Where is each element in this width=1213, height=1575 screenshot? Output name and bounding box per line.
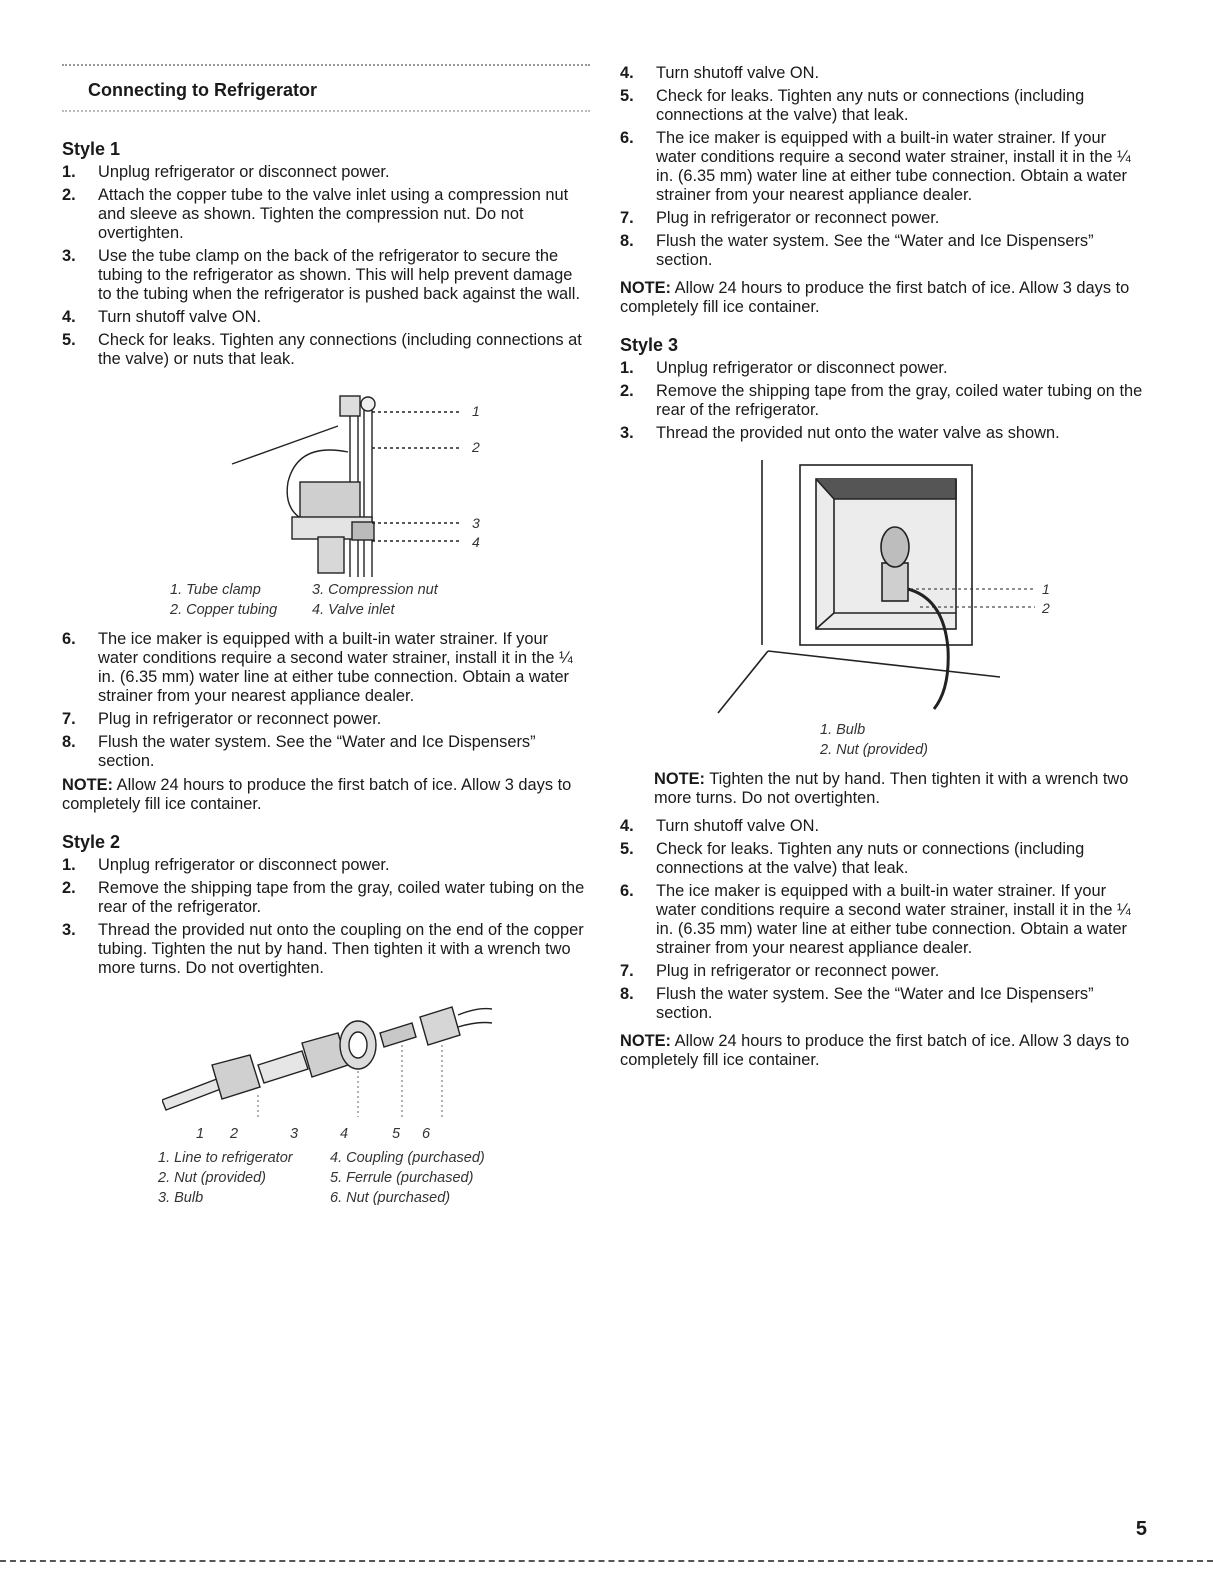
callout-2: 2 (472, 439, 480, 455)
step-text: The ice maker is equipped with a built-in water strainer. If your water conditions require a second water strainer, install it in the ¼ in. (6.35 mm) water line at either tube connection. Obtain a water strainer from your nearest appliance dealer. (656, 882, 1131, 957)
style3-valve-illustration (710, 455, 1060, 715)
caption: 6. Nut (purchased) (330, 1190, 451, 1206)
style1-valve-illustration (222, 392, 522, 577)
callout-2: 2 (1042, 600, 1050, 616)
step-text: Plug in refrigerator or reconnect power. (98, 710, 382, 728)
style3-heading: Style 3 (620, 335, 679, 355)
step (62, 856, 590, 875)
step (620, 87, 1148, 125)
style3-captions (820, 720, 928, 760)
style3-note (620, 1032, 1148, 1070)
note-label: NOTE: (62, 776, 113, 794)
step-text: Flush the water system. See the “Water and Ice Dispensers” section. (656, 232, 1094, 269)
step-text: Use the tube clamp on the back of the refrigerator to secure the tubing to the refrigerator as shown. This will help prevent damage to the tubing when the refrigerator is pushed back against the wall. (98, 247, 580, 303)
step (620, 882, 1148, 958)
step-text: Unplug refrigerator or disconnect power. (98, 856, 390, 874)
step-number: 2. (62, 879, 76, 897)
caption: 3. Compression nut (312, 582, 438, 598)
step-number: 6. (620, 882, 634, 900)
step (620, 232, 1148, 270)
style1-heading: Style 1 (62, 139, 121, 159)
style1-steps-b (62, 630, 590, 775)
caption: 4. Valve inlet (312, 602, 395, 618)
caption: 3. Bulb (158, 1190, 204, 1206)
step-number: 3. (62, 921, 76, 939)
note-label: NOTE: (620, 279, 671, 297)
step-number: 1. (62, 163, 76, 181)
step-text: Unplug refrigerator or disconnect power. (98, 163, 390, 181)
step-text: The ice maker is equipped with a built-in water strainer. If your water conditions require a second water strainer, install it in the ¼ in. (6.35 mm) water line at either tube connection. Obtain a water strainer from your nearest appliance dealer. (98, 630, 573, 705)
step-number: 4. (620, 817, 634, 835)
step-text: Check for leaks. Tighten any nuts or connections (including connections at the valve) that leak. (656, 87, 1085, 124)
callout-3: 3 (472, 515, 480, 531)
step (62, 879, 590, 917)
step-number: 3. (620, 424, 634, 442)
step (620, 424, 1148, 443)
style2-coupling-illustration (162, 995, 492, 1125)
style3-inline-note (654, 770, 1148, 808)
step-number: 1. (620, 359, 634, 377)
step-number: 8. (620, 232, 634, 250)
step-number: 8. (620, 985, 634, 1003)
callout-6: 6 (422, 1126, 431, 1142)
style2-note (620, 279, 1148, 317)
callout-2: 2 (230, 1126, 239, 1142)
step-number: 5. (62, 331, 76, 349)
callout-1: 1 (472, 403, 480, 419)
step (620, 382, 1148, 420)
step-number: 1. (62, 856, 76, 874)
step-number: 4. (620, 64, 634, 82)
step (620, 817, 1148, 836)
step (62, 163, 590, 182)
style1-captions-a (170, 580, 277, 620)
step (620, 985, 1148, 1023)
step-text: Plug in refrigerator or reconnect power. (656, 962, 940, 980)
step (62, 331, 590, 369)
note-text: Allow 24 hours to produce the first batch of ice. Allow 3 days to completely fill ice container. (620, 279, 1130, 316)
caption: 1. Tube clamp (170, 582, 261, 598)
step-number: 2. (620, 382, 634, 400)
callout-1: 1 (196, 1126, 205, 1142)
note-text: Allow 24 hours to produce the first batch of ice. Allow 3 days to completely fill ice container. (62, 776, 572, 813)
step-number: 3. (62, 247, 76, 265)
step-text: Turn shutoff valve ON. (98, 308, 262, 326)
caption: 2. Nut (provided) (820, 742, 928, 758)
step-text: Turn shutoff valve ON. (656, 817, 820, 835)
step-text: The ice maker is equipped with a built-in water strainer. If your water conditions require a second water strainer, install it in the ¼ in. (6.35 mm) water line at either tube connection. Obtain a water strainer from your nearest appliance dealer. (656, 129, 1131, 204)
step-text: Flush the water system. See the “Water and Ice Dispensers” section. (98, 733, 536, 770)
style3-steps-a (620, 359, 1148, 447)
step-text: Check for leaks. Tighten any connections (including connections at the valve) or nuts that leak. (98, 331, 582, 368)
bottom-rule (0, 1560, 1213, 1562)
style2-steps-b (620, 64, 1148, 274)
step-text: Unplug refrigerator or disconnect power. (656, 359, 948, 377)
step (62, 247, 590, 304)
step-number: 4. (62, 308, 76, 326)
note-text: Allow 24 hours to produce the first batch of ice. Allow 3 days to completely fill ice container. (620, 1032, 1130, 1069)
step (62, 186, 590, 243)
style1-note (62, 776, 590, 814)
step (62, 710, 590, 729)
caption: 5. Ferrule (purchased) (330, 1170, 474, 1186)
caption: 2. Copper tubing (170, 602, 278, 618)
section-title: Connecting to Refrigerator (88, 80, 318, 100)
step-number: 5. (620, 87, 634, 105)
style2-captions-b (330, 1148, 485, 1208)
step (62, 630, 590, 706)
step (62, 308, 590, 327)
step (620, 209, 1148, 228)
style2-callout-row (192, 1126, 512, 1146)
section-header (62, 64, 590, 112)
step-number: 7. (620, 962, 634, 980)
caption: 1. Bulb (820, 722, 866, 738)
style2-heading: Style 2 (62, 832, 121, 852)
callout-4: 4 (340, 1126, 349, 1142)
note-label: NOTE: (620, 1032, 671, 1050)
step-text: Check for leaks. Tighten any nuts or connections (including connections at the valve) that leak. (656, 840, 1085, 877)
style2-steps-a (62, 856, 590, 982)
step (620, 359, 1148, 378)
step-number: 7. (62, 710, 76, 728)
step-text: Attach the copper tube to the valve inlet using a compression nut and sleeve as shown. Tighten the compression nut. Do not overtighten. (98, 186, 569, 242)
step-number: 6. (620, 129, 634, 147)
style3-steps-b (620, 817, 1148, 1027)
callout-5: 5 (392, 1126, 401, 1142)
step-text: Remove the shipping tape from the gray, coiled water tubing on the rear of the refrigerator. (656, 382, 1143, 419)
note-label: NOTE: (654, 770, 705, 788)
step (62, 733, 590, 771)
step (620, 962, 1148, 981)
caption: 4. Coupling (purchased) (330, 1150, 485, 1166)
page-number: 5 (1135, 1518, 1147, 1540)
style2-captions-a (158, 1148, 293, 1208)
step-text: Thread the provided nut onto the water valve as shown. (656, 424, 1060, 442)
step-number: 7. (620, 209, 634, 227)
step-text: Turn shutoff valve ON. (656, 64, 820, 82)
step-number: 2. (62, 186, 76, 204)
step (620, 129, 1148, 205)
step-text: Thread the provided nut onto the coupling on the end of the copper tubing. Tighten the nut by hand. Then tighten it with a wrench two more turns. Do not overtighten. (98, 921, 584, 977)
caption: 1. Line to refrigerator (158, 1150, 293, 1166)
step-number: 6. (62, 630, 76, 648)
callout-4: 4 (472, 534, 480, 550)
step-number: 8. (62, 733, 76, 751)
step (62, 921, 590, 978)
step (620, 840, 1148, 878)
step-number: 5. (620, 840, 634, 858)
style1-steps-a (62, 163, 590, 373)
caption: 2. Nut (provided) (158, 1170, 266, 1186)
step-text: Flush the water system. See the “Water and Ice Dispensers” section. (656, 985, 1094, 1022)
callout-3: 3 (290, 1126, 299, 1142)
step-text: Plug in refrigerator or reconnect power. (656, 209, 940, 227)
style1-captions-b (312, 580, 438, 620)
step-text: Remove the shipping tape from the gray, coiled water tubing on the rear of the refrigerator. (98, 879, 585, 916)
note-text: Tighten the nut by hand. Then tighten it with a wrench two more turns. Do not overtighten. (654, 770, 1129, 807)
step (620, 64, 1148, 83)
callout-1: 1 (1042, 581, 1050, 597)
